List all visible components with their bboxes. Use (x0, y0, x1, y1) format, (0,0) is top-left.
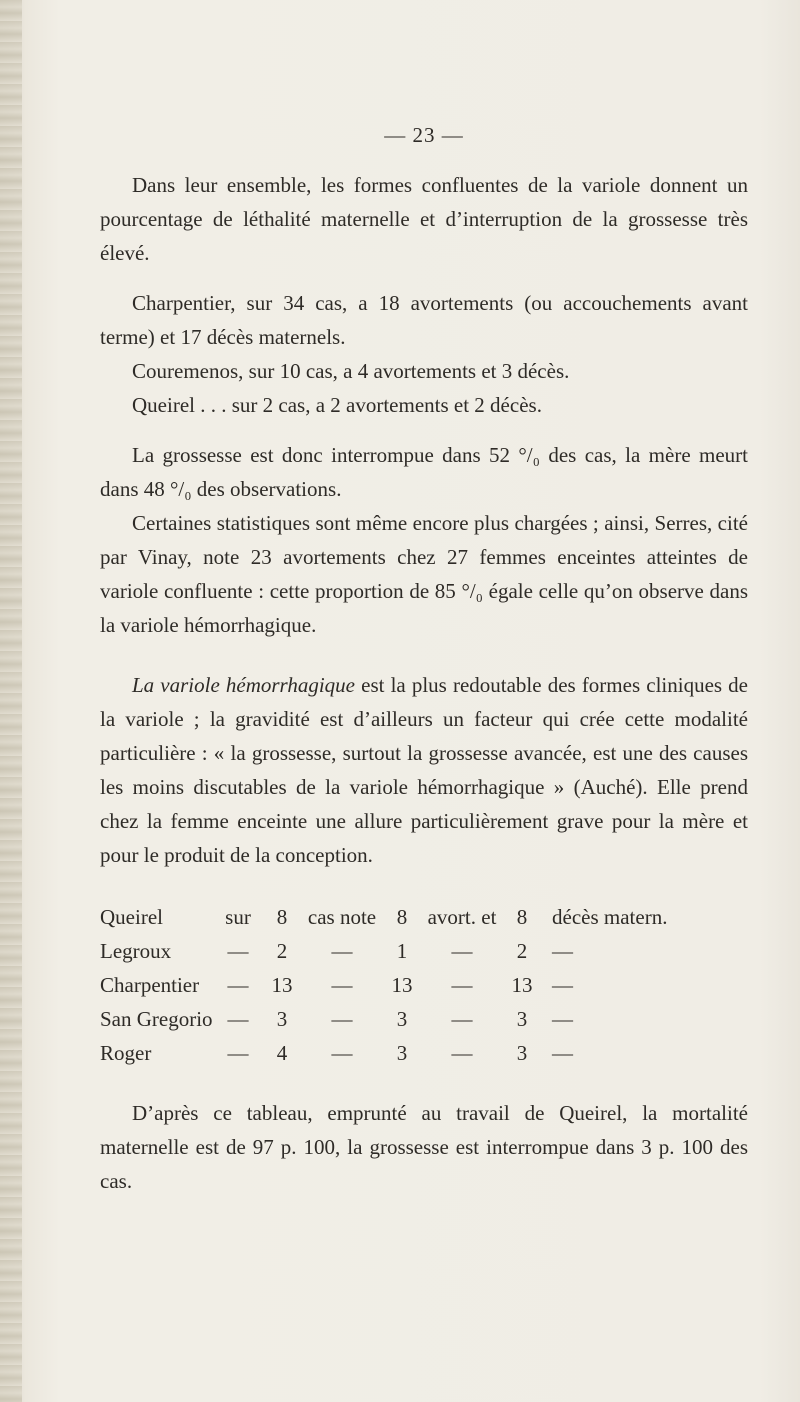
hemorrhagic-term: La variole hémorrhagique (132, 673, 356, 697)
abortions-cell: 3 (396, 1007, 408, 1031)
dash-cell: — (451, 1041, 473, 1065)
dash-cell: — (451, 973, 473, 997)
dash-cell: — (331, 973, 353, 997)
table-row (100, 968, 760, 1002)
author-cell: Queirel (100, 905, 163, 929)
paragraph-queirel: Queirel . . . sur 2 cas, a 2 avortements et 2 décès. (132, 393, 542, 417)
dash-cell: — (552, 973, 573, 997)
hemorrhagic-text: est la plus redoutable des formes cliniques de la variole ; la gravidité est d’ailleurs un facteur qui crée cette modalité particulière : « la grossesse, surtout la grossesse avancée, est une des causes les moins discutables de la variole hémorrhagique » (Auché). Elle prend chez la femme enceinte une allure particulièrement grave pour la mère et pour le produit de la conception. (100, 673, 749, 867)
paragraph-conclusion: D’après ce tableau, emprunté au travail de Queirel, la mortalité maternelle est de 97 p. 100, la grossesse est interrompue dans 3 p. 100 des cas. (100, 1101, 748, 1193)
paragraph-intro: Dans leur ensemble, les formes confluentes de la variole donnent un pourcentage de léthalité maternelle et d’interruption de la grossesse très élevé. (100, 173, 748, 265)
table-row (100, 1002, 760, 1036)
dash-cell: — (552, 1041, 573, 1065)
page-number: — 23 — (384, 123, 464, 147)
dash-cell: — (331, 1007, 353, 1031)
sur-cell: — (227, 973, 249, 997)
abortions-cell: 1 (396, 939, 408, 963)
author-cell: Charpentier (100, 973, 200, 997)
paragraph-hemorrhagic (100, 668, 748, 872)
sur-cell: — (227, 939, 249, 963)
dash-cell: — (552, 1007, 573, 1031)
abortions-cell: 8 (396, 905, 408, 929)
deaths-cell: 2 (516, 939, 528, 963)
dash-cell: — (331, 1041, 353, 1065)
deaths-cell: 13 (511, 973, 533, 997)
deaths-cell: 3 (516, 1041, 528, 1065)
cases-cell: 3 (276, 1007, 288, 1031)
author-cell: San Gregorio (100, 1007, 213, 1031)
table-row (100, 934, 760, 968)
sur-cell: sur (225, 905, 251, 929)
paragraph-charpentier: Charpentier, sur 34 cas, a 18 avortements (ou accouchements avant terme) et 17 décès maternels. (100, 291, 748, 349)
author-cell: Legroux (100, 939, 172, 963)
dash-cell: — (552, 939, 573, 963)
page-body (100, 118, 748, 1198)
sur-cell: — (227, 1041, 249, 1065)
sur-cell: — (227, 1007, 249, 1031)
deaths-cell: 3 (516, 1007, 528, 1031)
cas-note-cell: cas note (307, 905, 377, 929)
deaths-cell: 8 (516, 905, 528, 929)
table-row (100, 900, 760, 934)
paragraph-summary: La grossesse est donc interrompue dans 52 °/₀ des cas, la mère meurt dans 48 °/₀ des observations. (100, 443, 748, 501)
cases-cell: 2 (276, 939, 288, 963)
book-spine-edge (0, 0, 22, 1402)
cases-cell: 4 (276, 1041, 288, 1065)
table-row (100, 1036, 760, 1070)
deces-matern-cell: décès matern. (552, 905, 668, 929)
abortions-cell: 13 (391, 973, 413, 997)
avort-et-cell: avort. et (427, 905, 497, 929)
cases-cell: 8 (276, 905, 288, 929)
dash-cell: — (331, 939, 353, 963)
paragraph-couremenos: Couremenos, sur 10 cas, a 4 avortements et 3 décès. (132, 359, 570, 383)
dash-cell: — (451, 1007, 473, 1031)
cases-cell: 13 (271, 973, 293, 997)
dash-cell: — (451, 939, 473, 963)
abortions-cell: 3 (396, 1041, 408, 1065)
paragraph-statistics: Certaines statistiques sont même encore plus chargées ; ainsi, Serres, cité par Vinay, note 23 avortements chez 27 femmes enceintes atteintes de variole confluente : cette proportion de 85 °/₀ égale celle qu’on observe dans la variole hémorrhagique. (100, 511, 748, 637)
author-cell: Roger (100, 1041, 152, 1065)
statistics-table (100, 900, 760, 1070)
